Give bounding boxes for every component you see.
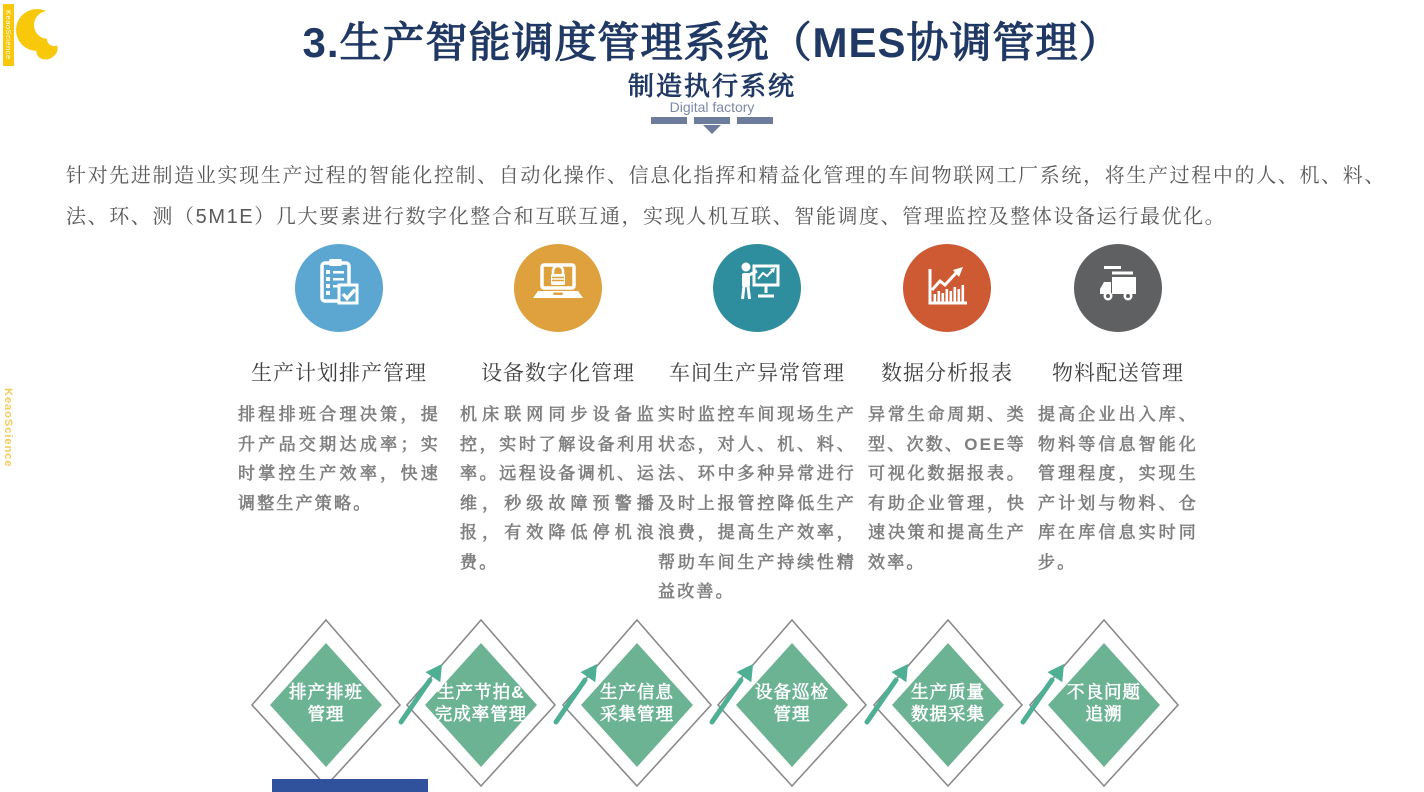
feature-col-data-analysis — [868, 244, 1026, 577]
subtitle-en: Digital factory — [669, 99, 755, 115]
flow-arrow-icon — [707, 658, 761, 728]
feature-title: 车间生产异常管理 — [669, 362, 845, 385]
flow-step-label: 不良问题 追溯 — [1067, 682, 1141, 724]
feature-desc: 提高企业出入库、物料等信息智能化管理程度，实现生产计划与物料、仓库在库信息实时同步。 — [1038, 405, 1198, 572]
flow-arrow-icon — [396, 658, 450, 728]
feature-col-production-planning — [238, 244, 440, 518]
clipboard-checklist-icon — [295, 244, 383, 332]
flow-arrow-icon — [551, 658, 605, 728]
feature-desc: 异常生命周期、类型、次数、OEE等可视化数据报表。有助企业管理，快速决策和提高生产效率。 — [868, 405, 1026, 572]
feature-desc: 排程排班合理决策，提升产品交期达成率；实时掌控生产效率，快速调整生产策略。 — [238, 405, 440, 513]
feature-title: 数据分析报表 — [881, 362, 1013, 385]
divider-bar — [694, 117, 730, 124]
flow-step-label: 设备巡检 管理 — [755, 682, 829, 724]
bar-chart-growth-icon — [903, 244, 991, 332]
divider-bar — [737, 117, 773, 124]
feature-desc: 机床联网同步设备监控，实时了解设备利用率。远程设备调机、运维，秒级故障预警播报，有效降低停机浪费。 — [460, 405, 656, 572]
flow-arrow-icon — [862, 658, 916, 728]
flow-step-label: 排产排班 管理 — [289, 682, 363, 724]
feature-title: 物料配送管理 — [1052, 362, 1184, 385]
subtitle: 制造执行系统 — [627, 71, 796, 101]
flow-step-label: 生产节拍& 完成率管理 — [434, 682, 528, 724]
header-divider — [642, 117, 782, 134]
brand-vertical-label: KeaoScience — [3, 4, 14, 66]
footer-accent-bar — [272, 779, 428, 792]
feature-desc: 实时监控车间现场生产状态，对人、机、料、法、环中多种异常进行及时上报管控降低生产浪费，提高生产效率，帮助车间生产持续性精益改善。 — [658, 405, 856, 601]
intro-paragraph: 针对先进制造业实现生产过程的智能化控制、自动化操作、信息化指挥和精益化管理的车间物联网工厂系统，将生产过程中的人、机、料、法、环、测（5M1E）几大要素进行数字化整合和互联互通，实现人机互联、智能调度、管理监控及整体设备运行最优化。 — [66, 165, 1386, 228]
divider-bar — [651, 117, 687, 124]
brand-watermark: KeaoScience — [2, 388, 14, 468]
feature-col-material-delivery — [1038, 244, 1198, 577]
feature-col-workshop-abnormal — [658, 244, 856, 607]
delivery-truck-icon — [1074, 244, 1162, 332]
presentation-board-icon — [713, 244, 801, 332]
feature-title: 设备数字化管理 — [481, 362, 635, 385]
flow-step-label: 生产质量 数据采集 — [911, 682, 985, 724]
divider-arrow-icon — [703, 125, 721, 134]
feature-title: 生产计划排产管理 — [251, 362, 427, 385]
page-title: 3.生产智能调度管理系统（MES协调管理） — [302, 19, 1122, 66]
laptop-lock-icon — [514, 244, 602, 332]
flow-step-label: 生产信息 采集管理 — [600, 682, 674, 724]
flow-arrow-icon — [1018, 658, 1072, 728]
feature-col-equipment-digital — [460, 244, 656, 577]
